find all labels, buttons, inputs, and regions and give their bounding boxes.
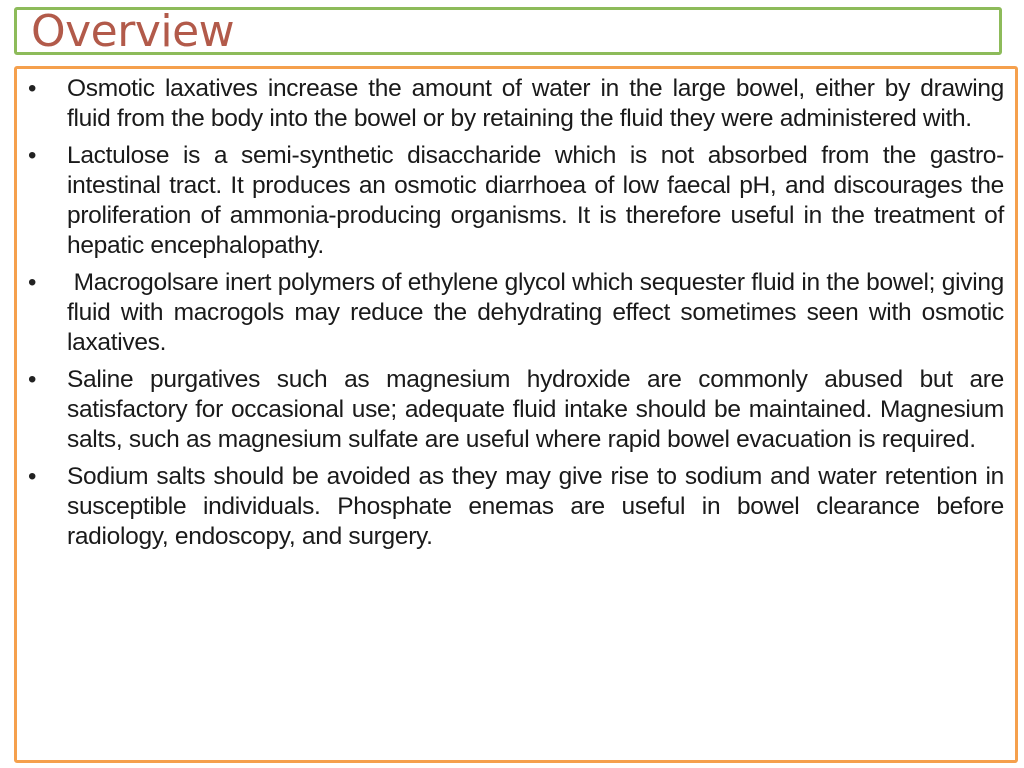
bullet-text: Osmotic laxatives increase the amount of water in the large bowel, either by drawing fluid from the body into the bowel or by retaining the fluid they were administered with. <box>67 75 1004 132</box>
bullet-text: Macrogolsare inert polymers of ethylene glycol which sequester fluid in the bowel; giving fluid with macrogols may reduce the dehydrating effect sometimes seen with osmotic laxatives. <box>67 269 1011 356</box>
bullet-item <box>17 74 1018 134</box>
bullet-dot-icon: • <box>28 269 37 296</box>
bullet-item <box>17 141 1018 261</box>
bullet-dot-icon: • <box>28 366 37 393</box>
bullet-text: Lactulose is a semi-synthetic disaccharide which is not absorbed from the gastro-intestinal tract. It produces an osmotic diarrhoea of low faecal pH, and discourages the proliferation of ammonia-producing organisms. It is therefore useful in the treatment of hepatic encephalopathy. <box>67 142 1004 259</box>
bullet-item <box>17 462 1018 552</box>
bullet-text: Sodium salts should be avoided as they may give rise to sodium and water retention in susceptible individuals. Phosphate enemas are useful in bowel clearance before radiology, endoscopy, and surgery. <box>67 463 1004 550</box>
bullet-item <box>17 268 1018 358</box>
bullet-dot-icon: • <box>28 75 37 102</box>
bullet-list <box>17 74 1018 559</box>
bullet-dot-icon: • <box>28 142 37 169</box>
content-box <box>14 66 1018 763</box>
title-box <box>14 7 1002 55</box>
slide-title: Overview <box>31 6 235 57</box>
bullet-text: Saline purgatives such as magnesium hydroxide are commonly abused but are satisfactory for occasional use; adequate fluid intake should be maintained. Magnesium salts, such as magnesium sulfate are useful where rapid bowel evacuation is required. <box>67 366 1004 453</box>
bullet-item <box>17 365 1018 455</box>
bullet-dot-icon: • <box>28 463 37 490</box>
